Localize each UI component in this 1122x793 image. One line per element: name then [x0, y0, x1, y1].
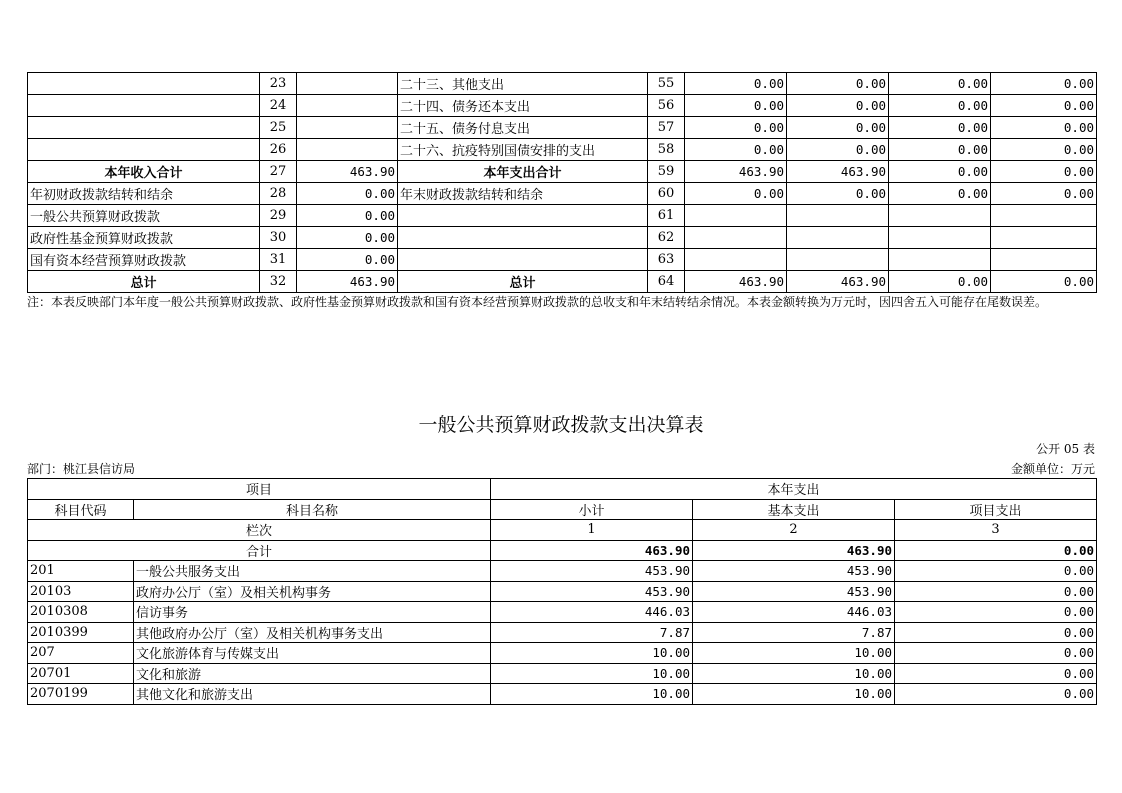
subject-code: 20701 — [28, 663, 134, 684]
expense-gov-fund: 0.00 — [889, 161, 991, 183]
expense-general-budget: 0.00 — [787, 183, 889, 205]
department-label: 部门：桃江县信访局 — [27, 462, 136, 476]
table-row — [28, 684, 1097, 705]
project-amount: 0.00 — [895, 602, 1097, 623]
expense-general-budget: 0.00 — [787, 95, 889, 117]
project-amount: 0.00 — [895, 643, 1097, 664]
project-amount: 0.00 — [895, 581, 1097, 602]
income-item-label — [28, 95, 260, 117]
income-row-number: 25 — [260, 117, 297, 139]
subtotal-amount: 7.87 — [491, 622, 693, 643]
column-number-row — [28, 520, 1097, 541]
basic-amount: 453.90 — [693, 581, 895, 602]
header-code: 科目代码 — [28, 499, 134, 520]
basic-amount: 10.00 — [693, 684, 895, 705]
subtotal-amount: 453.90 — [491, 581, 693, 602]
header-basic: 基本支出 — [693, 499, 895, 520]
header-column-no: 栏次 — [28, 520, 491, 541]
summary-row — [28, 161, 1097, 183]
expense-state-capital — [991, 205, 1097, 227]
expense-row-number: 58 — [648, 139, 685, 161]
expense-row-number: 61 — [648, 205, 685, 227]
expense-state-capital — [991, 227, 1097, 249]
income-amount: 463.90 — [297, 271, 398, 293]
expense-item-label — [398, 205, 648, 227]
expense-total: 0.00 — [685, 95, 787, 117]
income-amount: 0.00 — [297, 183, 398, 205]
expense-total — [685, 249, 787, 271]
table-note: 注：本表反映部门本年度一般公共预算财政拨款、政府性基金预算财政拨款和国有资本经营预算财政拨款的总收支和年末结转结余情况。本表金额转换为万元时，因四舍五入可能存在尾数误差。 — [27, 295, 1048, 309]
income-item-label: 总计 — [28, 271, 260, 293]
subject-code: 2070199 — [28, 684, 134, 705]
column-number: 2 — [693, 520, 895, 541]
expense-row-number: 55 — [648, 73, 685, 95]
basic-amount: 446.03 — [693, 602, 895, 623]
expense-general-budget: 463.90 — [787, 161, 889, 183]
income-row-number: 31 — [260, 249, 297, 271]
expense-row-number: 64 — [648, 271, 685, 293]
summary-row — [28, 249, 1097, 271]
fiscal-summary-table — [27, 72, 1097, 293]
income-item-label: 一般公共预算财政拨款 — [28, 205, 260, 227]
income-amount: 0.00 — [297, 205, 398, 227]
total-row — [28, 540, 1097, 561]
expense-item-label: 二十四、债务还本支出 — [398, 95, 648, 117]
expense-state-capital: 0.00 — [991, 95, 1097, 117]
subtotal-amount: 10.00 — [491, 643, 693, 664]
expense-item-label: 总计 — [398, 271, 648, 293]
project-amount: 0.00 — [895, 622, 1097, 643]
header-row — [28, 499, 1097, 520]
subject-code: 2010308 — [28, 602, 134, 623]
summary-row — [28, 95, 1097, 117]
project-amount: 0.00 — [895, 684, 1097, 705]
basic-amount: 10.00 — [693, 643, 895, 664]
expense-total — [685, 205, 787, 227]
income-item-label — [28, 117, 260, 139]
table-row — [28, 561, 1097, 582]
header-item: 项目 — [28, 479, 491, 500]
subject-name: 文化和旅游 — [134, 663, 491, 684]
expense-total: 0.00 — [685, 117, 787, 139]
subtotal-amount: 10.00 — [491, 663, 693, 684]
page-title: 一般公共预算财政拨款支出决算表 — [418, 414, 704, 436]
income-item-label: 年初财政拨款结转和结余 — [28, 183, 260, 205]
expenditure-table — [27, 478, 1097, 705]
subject-code: 207 — [28, 643, 134, 664]
expense-general-budget — [787, 205, 889, 227]
expense-general-budget: 0.00 — [787, 139, 889, 161]
income-amount — [297, 139, 398, 161]
header-subtotal: 小计 — [491, 499, 693, 520]
expense-row-number: 60 — [648, 183, 685, 205]
table-row — [28, 581, 1097, 602]
expense-state-capital: 0.00 — [991, 161, 1097, 183]
income-row-number: 27 — [260, 161, 297, 183]
expense-item-label: 年末财政拨款结转和结余 — [398, 183, 648, 205]
income-amount: 463.90 — [297, 161, 398, 183]
subject-name: 信访事务 — [134, 602, 491, 623]
income-row-number: 23 — [260, 73, 297, 95]
subject-name: 政府办公厅（室）及相关机构事务 — [134, 581, 491, 602]
expense-item-label — [398, 227, 648, 249]
income-amount — [297, 73, 398, 95]
header-current-year-expense: 本年支出 — [491, 479, 1097, 500]
expenditure-body — [28, 561, 1097, 705]
expense-item-label: 本年支出合计 — [398, 161, 648, 183]
fiscal-summary-body — [28, 73, 1097, 293]
project-amount: 0.00 — [895, 561, 1097, 582]
income-amount: 0.00 — [297, 249, 398, 271]
expense-gov-fund — [889, 227, 991, 249]
table-row — [28, 622, 1097, 643]
income-row-number: 29 — [260, 205, 297, 227]
income-amount — [297, 95, 398, 117]
subject-code: 201 — [28, 561, 134, 582]
expense-gov-fund — [889, 205, 991, 227]
summary-row — [28, 183, 1097, 205]
expense-general-budget: 0.00 — [787, 117, 889, 139]
expense-row-number: 63 — [648, 249, 685, 271]
header-name: 科目名称 — [134, 499, 491, 520]
total-basic: 463.90 — [693, 540, 895, 561]
expense-row-number: 62 — [648, 227, 685, 249]
expense-total: 0.00 — [685, 73, 787, 95]
subject-code: 2010399 — [28, 622, 134, 643]
subtotal-amount: 453.90 — [491, 561, 693, 582]
income-row-number: 24 — [260, 95, 297, 117]
basic-amount: 7.87 — [693, 622, 895, 643]
subject-name: 其他文化和旅游支出 — [134, 684, 491, 705]
income-row-number: 26 — [260, 139, 297, 161]
expense-item-label: 二十三、其他支出 — [398, 73, 648, 95]
header-project: 项目支出 — [895, 499, 1097, 520]
project-amount: 0.00 — [895, 663, 1097, 684]
basic-amount: 10.00 — [693, 663, 895, 684]
expense-total: 0.00 — [685, 183, 787, 205]
expense-gov-fund: 0.00 — [889, 73, 991, 95]
expense-general-budget: 0.00 — [787, 73, 889, 95]
header-row — [28, 479, 1097, 500]
expense-row-number: 56 — [648, 95, 685, 117]
expense-state-capital: 0.00 — [991, 183, 1097, 205]
summary-row — [28, 227, 1097, 249]
expense-gov-fund — [889, 249, 991, 271]
expense-total: 0.00 — [685, 139, 787, 161]
income-row-number: 30 — [260, 227, 297, 249]
expense-item-label: 二十六、抗疫特别国债安排的支出 — [398, 139, 648, 161]
income-item-label: 本年收入合计 — [28, 161, 260, 183]
expense-general-budget — [787, 227, 889, 249]
income-row-number: 28 — [260, 183, 297, 205]
total-project: 0.00 — [895, 540, 1097, 561]
summary-row — [28, 271, 1097, 293]
summary-row — [28, 139, 1097, 161]
summary-row — [28, 117, 1097, 139]
expense-gov-fund: 0.00 — [889, 117, 991, 139]
expense-row-number: 59 — [648, 161, 685, 183]
expense-total — [685, 227, 787, 249]
expense-state-capital: 0.00 — [991, 139, 1097, 161]
expense-general-budget: 463.90 — [787, 271, 889, 293]
expense-state-capital: 0.00 — [991, 117, 1097, 139]
expense-item-label — [398, 249, 648, 271]
column-number: 1 — [491, 520, 693, 541]
total-subtotal: 463.90 — [491, 540, 693, 561]
amount-unit-label: 金额单位：万元 — [1010, 462, 1095, 476]
summary-row — [28, 73, 1097, 95]
income-item-label — [28, 139, 260, 161]
expense-state-capital — [991, 249, 1097, 271]
total-label: 合计 — [28, 540, 491, 561]
expense-gov-fund: 0.00 — [889, 183, 991, 205]
expense-gov-fund: 0.00 — [889, 95, 991, 117]
income-item-label: 政府性基金预算财政拨款 — [28, 227, 260, 249]
column-number: 3 — [895, 520, 1097, 541]
table-row — [28, 663, 1097, 684]
expense-state-capital: 0.00 — [991, 271, 1097, 293]
income-amount — [297, 117, 398, 139]
income-amount: 0.00 — [297, 227, 398, 249]
subject-name: 文化旅游体育与传媒支出 — [134, 643, 491, 664]
subtotal-amount: 10.00 — [491, 684, 693, 705]
subtotal-amount: 446.03 — [491, 602, 693, 623]
expense-row-number: 57 — [648, 117, 685, 139]
summary-row — [28, 205, 1097, 227]
subject-name: 其他政府办公厅（室）及相关机构事务支出 — [134, 622, 491, 643]
expense-general-budget — [787, 249, 889, 271]
subject-name: 一般公共服务支出 — [134, 561, 491, 582]
income-item-label: 国有资本经营预算财政拨款 — [28, 249, 260, 271]
expense-total: 463.90 — [685, 271, 787, 293]
income-row-number: 32 — [260, 271, 297, 293]
table-row — [28, 643, 1097, 664]
expense-state-capital: 0.00 — [991, 73, 1097, 95]
expense-total: 463.90 — [685, 161, 787, 183]
subject-code: 20103 — [28, 581, 134, 602]
table-row — [28, 602, 1097, 623]
expense-gov-fund: 0.00 — [889, 271, 991, 293]
expense-gov-fund: 0.00 — [889, 139, 991, 161]
income-item-label — [28, 73, 260, 95]
expense-item-label: 二十五、债务付息支出 — [398, 117, 648, 139]
basic-amount: 453.90 — [693, 561, 895, 582]
form-number: 公开 05 表 — [1036, 442, 1095, 456]
